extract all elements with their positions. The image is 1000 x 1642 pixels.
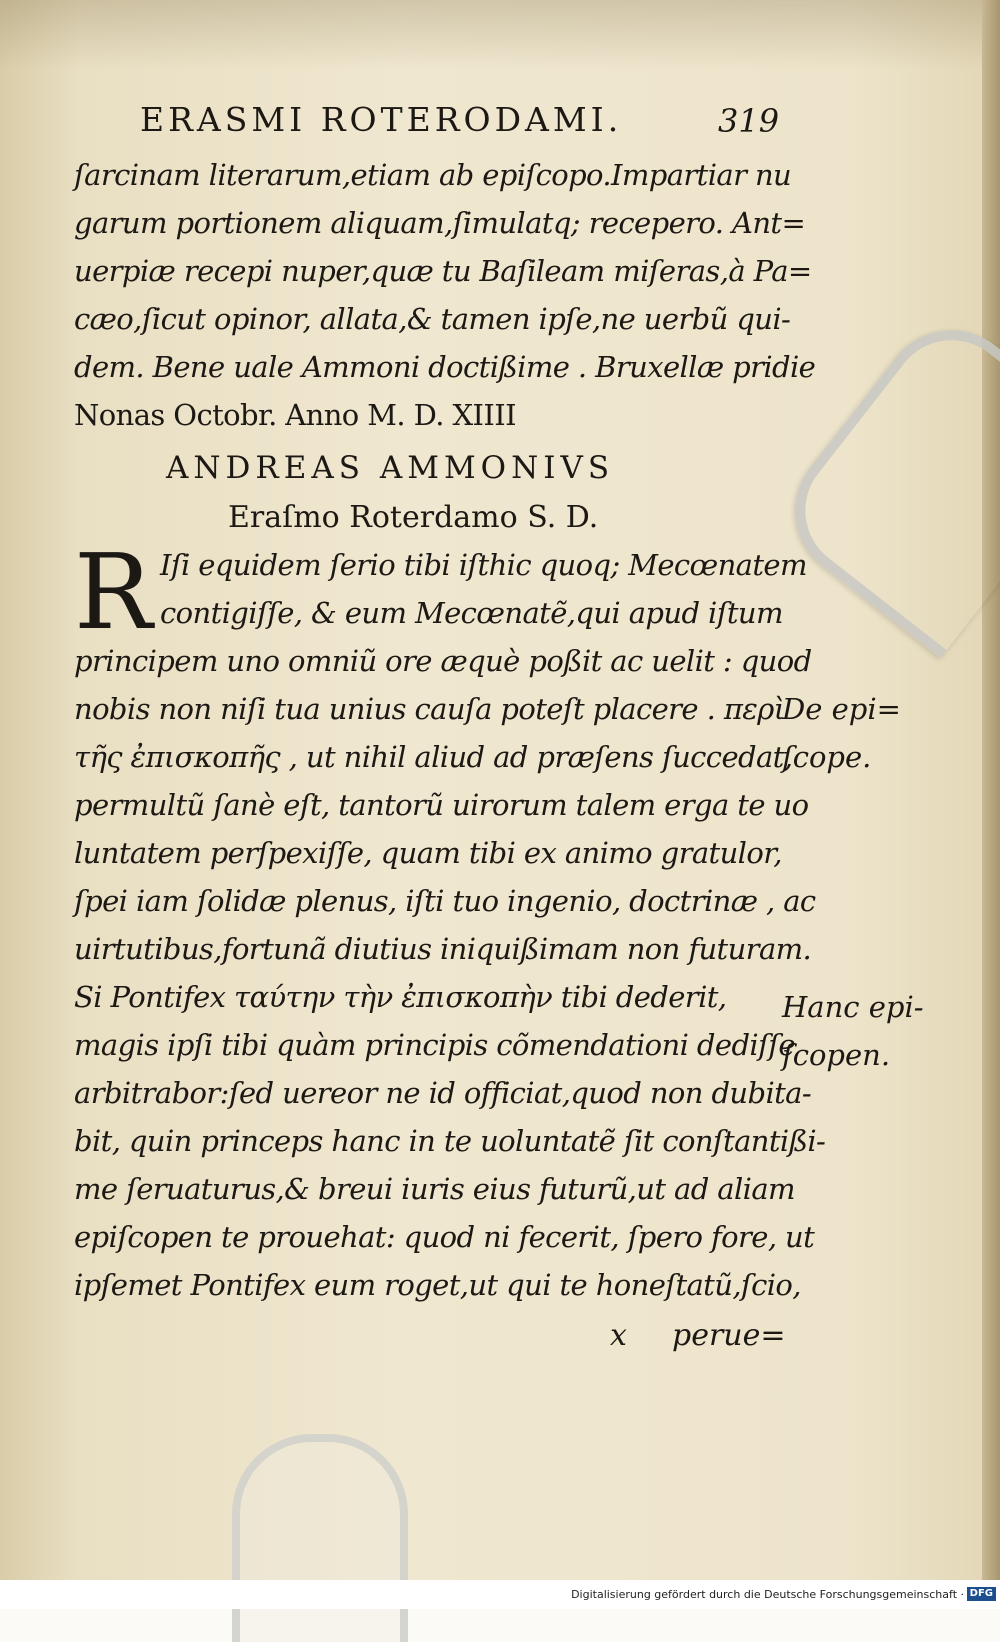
text-line: contigiſſe, & eum Mecœnatẽ,qui apud iſtum [160, 596, 783, 630]
page-weight-clip [232, 1434, 408, 1642]
margin-note: ſcope. [782, 740, 872, 774]
signature-mark: x [610, 1318, 627, 1353]
text-line: Si Pontifex ταύτην τὴν ἐπισκοπὴν tibi dederit, [74, 980, 727, 1014]
text-line: epiſcopen te prouehat: quod ni fecerit, ſpero fore, ut [74, 1220, 815, 1254]
text-line: ipſemet Pontifex eum roget,ut qui te honeſtatũ,ſcio, [74, 1268, 801, 1302]
text-line: ſpei iam ſolidæ plenus, iſti tuo ingenio, doctrinæ , ac [74, 884, 816, 918]
text-line: principem uno omniũ ore æquè poßit ac uelit : quod [74, 644, 812, 678]
text-line: Iſi equidem ſerio tibi iſthic quoq; Mecœnatem [160, 548, 807, 582]
text-line: uerpiæ recepi nuper,quæ tu Baſileam miſeras,à Pa= [74, 254, 812, 288]
page-number: 319 [718, 102, 780, 140]
page-top-shadow [0, 0, 1000, 70]
dfg-logo-icon: DFG [967, 1587, 996, 1601]
running-head-title: ERASMI ROTERODAMI. [140, 100, 623, 139]
date-line: Nonas Octobr. Anno M. D. XIIII [74, 398, 516, 432]
text-line: garum portionem aliquam,ſimulatq; recepero. Ant= [74, 206, 806, 240]
letter-heading: ANDREAS AMMONIVS [166, 450, 615, 486]
text-line: bit, quin princeps hanc in te uoluntatẽ ſit conſtantißi- [74, 1124, 826, 1158]
margin-note: Hanc epi- [782, 990, 924, 1024]
text-line: arbitrabor:ſed uereor ne id officiat,quod non dubita- [74, 1076, 812, 1110]
running-head [140, 100, 780, 139]
margin-note: ſcopen. [782, 1038, 891, 1072]
text-line: permultũ ſanè eſt, tantorũ uirorum talem erga te uo [74, 788, 809, 822]
text-line: nobis non niſi tua unius cauſa poteſt placere . περὶ [74, 692, 785, 726]
page-edge [982, 0, 1000, 1580]
text-line: dem. Bene uale Ammoni doctißime . Bruxellæ pridie [74, 350, 816, 384]
text-line: magis ipſi tibi quàm principis cõmendationi dediſſe [74, 1028, 795, 1062]
text-line: τῆς ἐπισκοπῆς , ut nihil aliud ad præſens ſuccedat, [74, 740, 793, 774]
footer-bar [0, 1580, 1000, 1609]
text-line: luntatem perſpexiſſe, quam tibi ex animo gratulor, [74, 836, 782, 870]
text-line: ſarcinam literarum,etiam ab epiſcopo.Impartiar nu [74, 158, 792, 192]
catchword: perue= [672, 1318, 786, 1353]
footer-credit: Digitalisierung gefördert durch die Deutsche Forschungsgemeinschaft · [571, 1588, 964, 1601]
text-line: me ſeruaturus,& breui iuris eius futurũ,ut ad aliam [74, 1172, 795, 1206]
letter-subheading: Eraſmo Roterdamo S. D. [228, 500, 599, 535]
text-line: cæo,ſicut opinor, allata,& tamen ipſe,ne uerbũ qui- [74, 302, 791, 336]
text-line: uirtutibus,fortunã diutius iniquißimam non futuram. [74, 932, 812, 966]
drop-cap: R [74, 531, 153, 653]
margin-note: De epi= [782, 692, 901, 726]
